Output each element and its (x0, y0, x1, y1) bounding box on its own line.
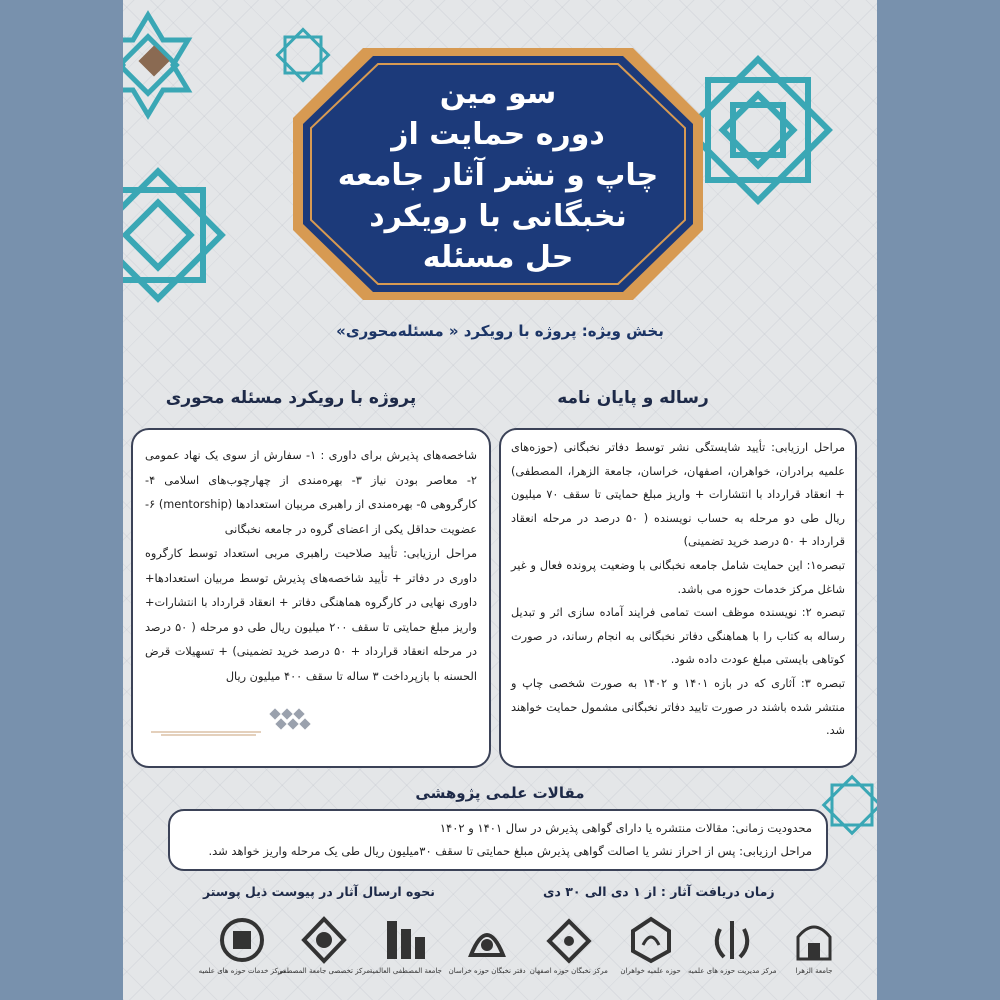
emblem-icon (298, 915, 350, 965)
paragraph: شاخصه‌های پذیرش برای داوری : ۱- سفارش از سوی یک نهاد عمومی ۲- معاصر بودن نیاز ۳- بهره‌مندی از چهارچوب‌های اسلامی ۴- کارگروهی ۵- بهره‌مندی از راهبری مربیان استعدادها (mentorship) ۶-عضویت حداقل یکی از اعضای گروه در جامعه نخبگانی (145, 449, 477, 536)
special-section-heading: بخش ویژه: پروژه با رویکرد « مسئله‌محوری» (336, 322, 664, 340)
islamic-star-ornament (123, 10, 193, 130)
logo-caption: مرکز نخبگان حوزه اصفهان (529, 967, 608, 975)
paragraph: تبصره۱: این حمایت شامل جامعه نخبگانی با وضعیت پرونده فعال و غیر شاغل مرکز خدمات حوزه می باشد. (511, 558, 845, 596)
title-line: سو مین (439, 75, 557, 111)
logo-caption: مرکز تخصصی جامعة المصطفی (277, 967, 370, 975)
title-line: حل مسئله (422, 239, 574, 275)
thesis-title: رساله و پایان نامه (557, 388, 709, 408)
logo-caption: حوزه علمیه خواهران (620, 967, 681, 975)
problem-project-box (131, 428, 491, 768)
logo-caption: دفتر نخبگان حوزه خراسان (448, 967, 526, 975)
paragraph: تبصره ۲: نویسنده موظف است تمامی فرایند آماده سازی اثر و تبدیل رساله به کتاب را با هماهنگی دفاتر نخبگانی به انجام رساند، در صورت کوتاهی بایستی مبلغ عودت داده شود. (511, 606, 846, 667)
logo-caption: جامعة المصطفی العالمیة (369, 967, 442, 975)
problem-project-title: پروژه با رویکرد مسئله محوری (165, 388, 417, 408)
logo-khorasan (448, 915, 526, 995)
emblem-icon (216, 915, 268, 965)
thesis-box (499, 428, 857, 768)
paragraph: مراحل ارزیابی: تأیید صلاحیت راهبری مربی استعداد توسط کارگروه داوری در دفاتر + تأیید شاخصه‌های پذیرش توسط مربیان استعدادها+ داوری نهایی در کارگروه هماهنگی دفاتر + انعقاد قرارداد با انتشارات+ واریز مبلغ حمایتی تا سقف ۲۰۰ میلیون ریال طی دو مرحله ( ۵۰ درصد در مرحله انعقاد قرارداد + ۵۰ درصد خرید تضمینی) + تسهیلات قرض الحسنه با بازپرداخت ۳ ساله تا سقف ۴۰۰ میلیون ریال (145, 547, 477, 683)
articles-title: مقالات علمی پژوهشی (415, 784, 585, 802)
paragraph: محدودیت زمانی: مقالات منتشره یا دارای گواهی پذیرش در سال ۱۴۰۱ و ۱۴۰۲ (439, 821, 812, 835)
logo-caption: مرکز خدمات حوزه های علمیه (198, 967, 286, 975)
logo-jamiat-mostafa (277, 915, 370, 995)
logo-modiriyat (687, 915, 777, 995)
side-star-ornament (123, 150, 233, 320)
paragraph: مراحل ارزیابی: تأیید شایستگی نشر توسط دفاتر نخبگانی (حوزه‌های علمیه برادران، خواهران، اصفهان، خراسان، جامعة الزهرا، المصطفی) + انعقاد قرارداد با انتشارات + واریز مبلغ حمایتی تا سقف ۷۰ میلیون ریال طی دو مرحله به حساب نویسنده ( ۵۰ درصد در مرحله انعقاد قرارداد + ۵۰ درصد خرید تضمینی) (511, 441, 846, 549)
poster (123, 0, 877, 1000)
logo-markaz-khadamat (198, 915, 286, 995)
poster-title (313, 70, 683, 280)
logo-jamiat-almostafa (369, 915, 442, 995)
logo-caption: جامعة الزهرا (795, 967, 833, 975)
decorative-pattern-icon (151, 702, 326, 738)
logo-caption: مرکز مدیریت حوزه های علمیه (687, 967, 777, 975)
logo-alzahra (780, 915, 848, 995)
send-method: نحوه ارسال آثار در پیوست ذیل پوستر (203, 884, 435, 899)
paragraph: مراحل ارزیابی: پس از احراز نشر یا اصالت گواهی پذیرش مبلغ حمایتی تا سقف ۳۰میلیون ریال طی یک مرحله واریز خواهد شد. (208, 844, 812, 858)
title-line: دوره حمایت از (391, 116, 605, 152)
emblem-icon (379, 915, 431, 965)
paragraph: تبصره ۳: آثاری که در بازه ۱۴۰۱ و ۱۴۰۲ به صورت شخصی چاپ و منتشر شده باشند در صورت تایید دفاتر نخبگانی مشمول حمایت خواهند شد. (511, 676, 846, 738)
receive-time: زمان دریافت آثار : از ۱ دی الی ۳۰ دی (543, 884, 775, 899)
title-line: چاپ و نشر آثار جامعه (337, 157, 659, 193)
emblem-icon (625, 915, 677, 965)
articles-box (168, 809, 828, 871)
emblem-icon (461, 915, 513, 965)
emblem-icon (706, 915, 758, 965)
title-line: نخبگانی با رویکرد (369, 198, 627, 234)
logo-khaharan (617, 915, 685, 995)
logo-isfahan (529, 915, 608, 995)
emblem-icon (788, 915, 840, 965)
emblem-icon (543, 915, 595, 965)
logo-row (198, 915, 848, 995)
